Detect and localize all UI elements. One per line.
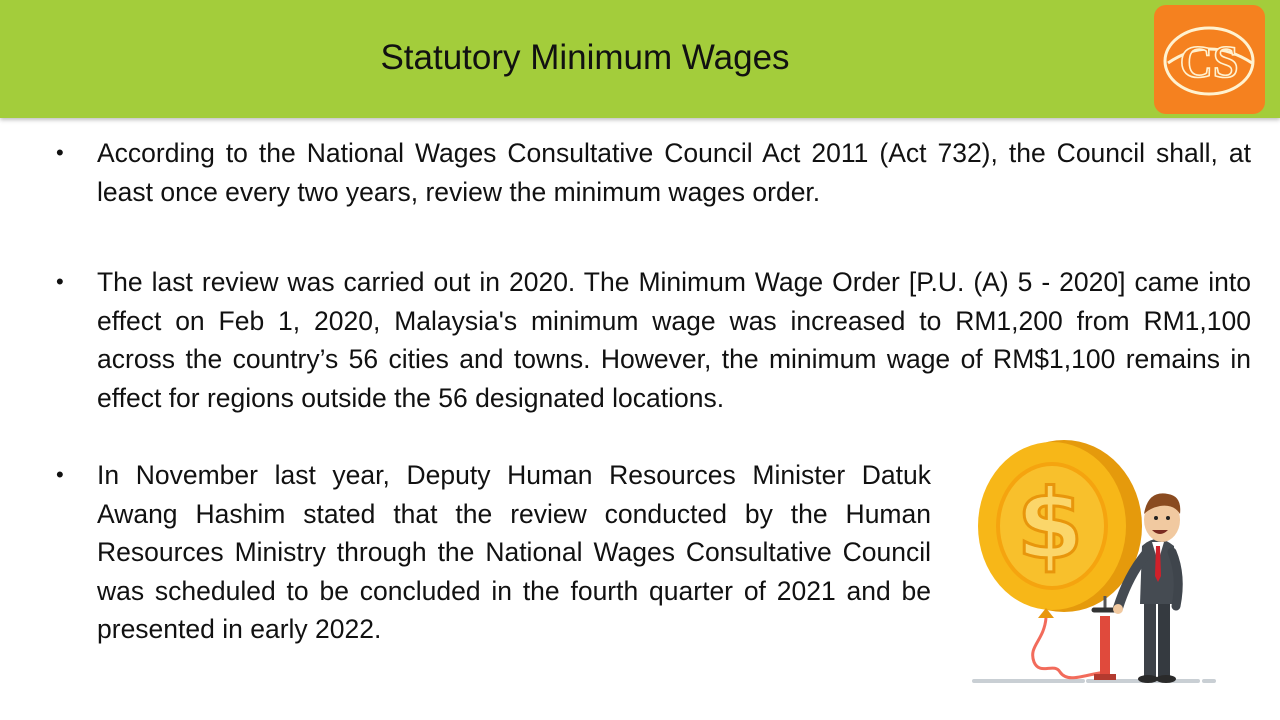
bullet-dot-icon: • <box>56 462 64 487</box>
coin-balloon-businessman-icon <box>968 436 1248 692</box>
dollar-symbol: $ <box>1016 469 1084 581</box>
bullet-text: In November last year, Deputy Human Resources Minister Datuk Awang Hashim stated that the review conducted by the Human Resources Ministry through the National Wages Consultative Council was scheduled to be concluded in the fourth quarter of 2021 and be presented in early 2022. <box>97 460 931 644</box>
slide-title: Statutory Minimum Wages <box>380 38 790 77</box>
bullet-dot-icon: • <box>56 269 64 294</box>
coin-illustration <box>968 436 1248 697</box>
bullet-dot-icon: • <box>56 140 64 165</box>
bullet-text: The last review was carried out in 2020. The Minimum Wage Order [P.U. (A) 5 - 2020] came into effect on Feb 1, 2020, Malaysia's minimum wage was increased to RM1,200 from RM1,100 across the country’s 56 cities and towns. However, the minimum wage of RM$1,100 remains in effect for regions outside the 56 designated locations. <box>97 267 1251 413</box>
logo-text: CS <box>1179 36 1239 87</box>
bullet-text: According to the National Wages Consultative Council Act 2011 (Act 732), the Council shall, at least once every two years, review the minimum wages order. <box>97 138 1251 207</box>
